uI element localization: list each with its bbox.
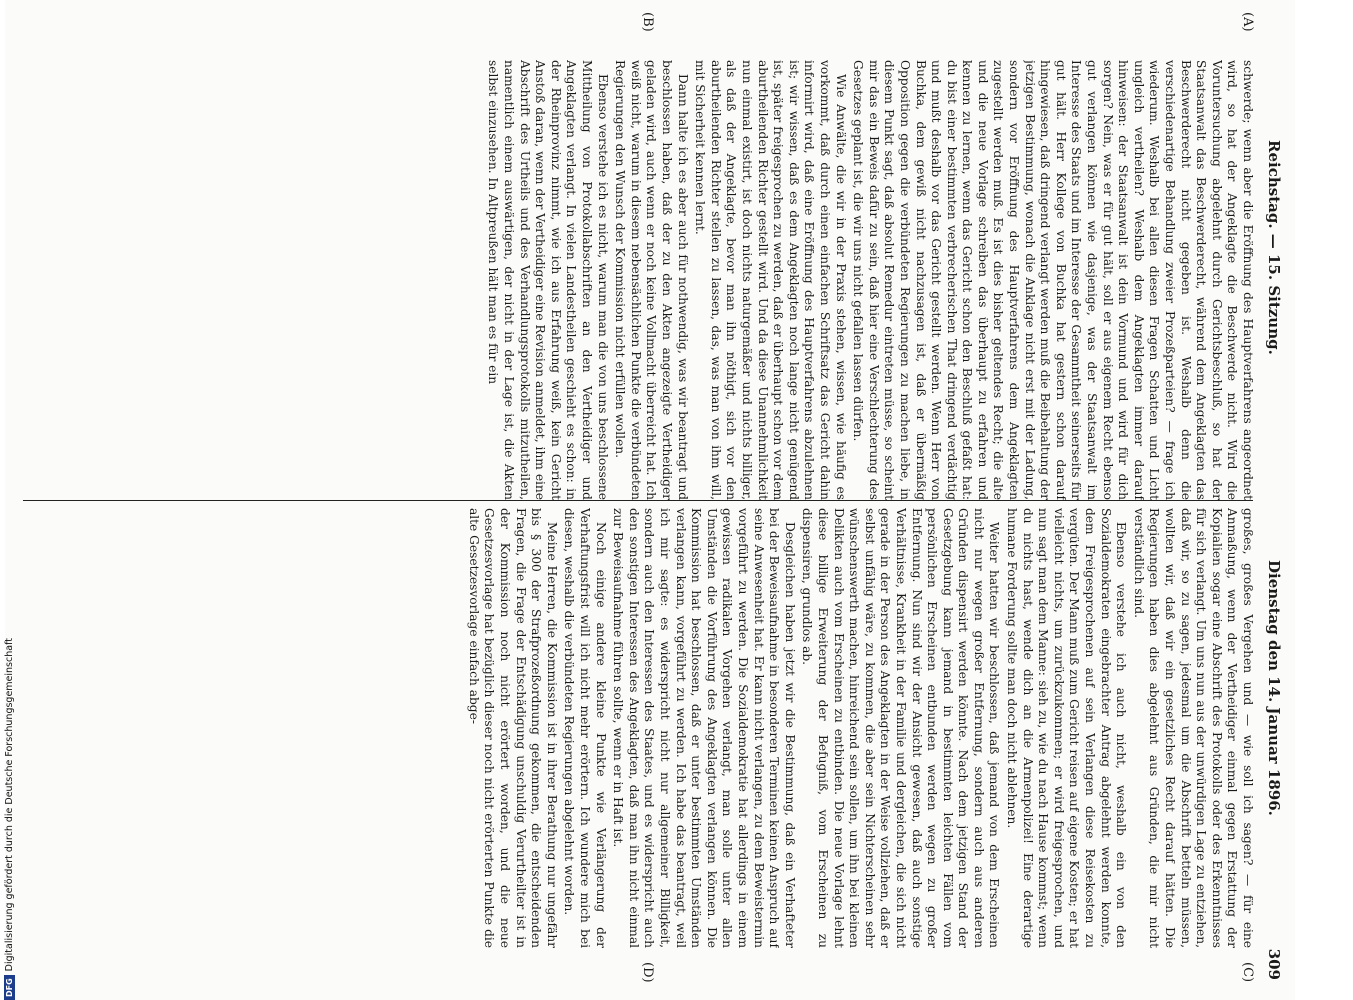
paragraph: großes, großes Vergehen und — wie soll ich sagen? — für eine Anmaßung, wenn der Vertheidiger einmal gegen Erstattung der Kopialien sogar eine Abschrift des Protokolls oder des Erkenntnisses für sich verlangt. Um uns nun aus der unwürdigen Lage zu entziehen, daß wir, so zu sagen, jedesmal um die Abschrift betteln müssen, wollten wir, daß wir ein gesetzliches Recht darauf hätten. Die Regierungen haben dies abgelehnt aus Gründen, die mir nicht verständlich sind. [1131, 508, 1255, 948]
scanned-page [5, 0, 1295, 1000]
page-header [1259, 20, 1287, 980]
paragraph: schwerde; wenn aber die Eröffnung des Hauptverfahrens angeordnet wird, so hat der Angeklagte die Beschwerde nicht. Wird die Voruntersuchung abgelehnt durch Gerichtsbeschluß, so hat der Staatsanwalt das Beschwerderecht, während dem Angeklagten das Beschwerderecht nicht gegeben ist. Weshalb denn die verschiedenartige Behandlung zweier Prozeßparteien? — frage ich wiederum. Weshalb bei allen diesen Fragen Schatten und Licht ungleich vertheilen? Weshalb dem Angeklagten immer darauf hinweisen: der Staatsanwalt ist dein Vormund und wird für dich sorgen? Nein, was er für gut hält, soll er aus eigenem Recht ebenso gut verlangen können wie dasjenige, was der Staatsanwalt im Interesse des Staats und im Interesse der Gesammtheit seinerseits für gut hält. Herr Kollege von Buchka hat gestern schon darauf hingewiesen, daß dringend verlangt werden muß die Beibehaltung der jetzigen Bestimmung, wonach die Anklage nicht erst mit der Ladung, sondern vor Eröffnung des Hauptverfahrens dem Angeklagten zugestellt werden muß. Es ist dies bisher geltendes Recht; die alte und die neue Vorlage schreiben das überhaupt zu erfahren und kennen zu lernen, wenn das Gericht schon den Beschluß gefaßt hat: du bist einer bestimmten verbrecherischen That dringend verdächtig und mußt deshalb vor das Gericht gestellt werden. Wenn Herr von Buchka, dem gewiß nicht nachzusagen ist, daß er übermäßig Opposition gegen die verbündeten Regierungen zu machen liebe, in diesem Punkt sagt, daß absolut Remedur eintreten müsse, so scheint mir das ein Beweis dafür zu sein, daß hier eine Verschlechterung des Gesetzes geplant ist, die wir uns nicht gefallen lassen dürfen. [851, 60, 1255, 500]
dfg-logo-icon: DFG [4, 975, 15, 1000]
paragraph: Ebenso verstehe ich es nicht, warum man die von uns beschlossene Mittheilung von Protokollabschriften an den Vertheidiger und Angeklagten verlangt. In vielen Landestheilen geschieht es schon: in der Rheinprovinz nimmt, wie ich aus Erfahrung weiß, kein Gericht Anstoß daran, wenn der Vertheidiger eine Revision anmeldet, ihm eine Abschrift des Urtheils und des Verhandlungsprotokolls mitzutheilen, namentlich einem auswärtigen, der nicht in der Lage ist, die Akten selbst einzusehen. In Altpreußen hält man es für ein [486, 60, 610, 500]
left-text-column [25, 60, 1255, 500]
page-number: 309 [1265, 948, 1283, 980]
paragraph: Dann halte ich es aber auch für nothwendig, was wir beantragt und beschlossen haben, daß der zu den Akten angezeigte Vertheidiger geladen wird, auch wenn er noch keine Vollmacht überreicht hat. Ich weiß nicht, warum in diesem nebensächlichen Punkte die verbündeten Regierungen den Wunsch der Kommission nicht erfüllen wollen. [613, 60, 690, 500]
margin-marker-a: (A) [1240, 12, 1255, 32]
digitization-credit [2, 638, 16, 1000]
credit-text: Digitalisierung gefördert durch die Deutsche Forschungsgemeinschaft [3, 638, 15, 972]
paragraph: Noch einige andere kleine Punkte wie Verlängerung der Verhaftungsfrist will ich nicht mehr erörtern. Ich wundere mich bei diesen, weshalb die verbündeten Regierungen abgelehnt worden. [562, 508, 608, 948]
margin-marker-b: (B) [640, 12, 655, 32]
paragraph: Meine Herren, die Kommission ist in ihrer Berathung nur ungefähr bis § 300 der Strafprozeßordnung gekommen, die entscheidenden Fragen, die Frage der Entschädigung unschuldig Verurtheilter ist in der Kommission noch nicht erörtert worden, und die neue Gesetzesvorlage hat bezüglich dieser noch nicht erörterten Punkte die alte Gesetzesvorlage einfach abge- [466, 508, 559, 948]
margin-marker-c: (C) [1240, 962, 1255, 983]
left-running-title: Reichstag. — 15. Sitzung. [1265, 140, 1283, 355]
paragraph: Wie Anwälte, die wir in der Praxis stehen, wissen, wie häufig es vorkommt, daß durch einen einfachen Schriftsatz das Gericht dahin informirt wird, daß eine Eröffnung des Hauptverfahrens abzulehnen ist; wir wissen, daß es dem Angeklagten noch lange nicht genügend ist, später freigesprochen zu werden, daß er überhaupt schon vor dem aburtheilenden Richter gestellt wird. Und da diese Unannehmlichkeit nun einmal existirt, ist doch nichts naturgemäßer und nichts billiger, als daß der Angeklagte, bevor man ihn nöthigt, sich vor den aburtheilenden Richter stellen zu lassen, das, was man von ihm will, mit Sicherheit kennen lernt. [693, 60, 848, 500]
paragraph: Ebenso verstehe ich auch nicht, weshalb ein von den Sozialdemokraten eingebrachter Antrag abgelehnt werden konnte, dem Freigesprochenen auf sein Verlangen diese Reisekosten zu vergüten. Der Mann muß zum Gericht reisen auf eigene Kosten; er hat vielleicht nichts, um zurückzukommen; er wird freigesprochen, und nun sagt man dem Manne: sieh zu, wie du nach Hause kommst; wenn du nichts hast, wende dich an die Armenpolizei! Eine derartige humane Forderung sollte man doch nicht ablehnen. [1005, 508, 1129, 948]
right-running-title: Dienstag den 14. Januar 1896. [1265, 560, 1283, 816]
paragraph: Weiter hatten wir beschlossen, daß jemand von dem Erscheinen nicht nur wegen großer Entfernung, sondern auch aus anderen Gründen dispensirt werden könnte. Nach dem jetzigen Stand der Gesetzgebung kann jemand in bestimmten leichten Fällen vom persönlichen Erscheinen entbunden werden wegen zu großer Entfernung. Nun sind wir der Ansicht gewesen, daß auch sonstige Verhältnisse, Krankheit in der Familie und dergleichen, die sich nicht gerade in der Person des Angeklagten in der Weise vollziehen, daß er selbst unfähig wäre, zu kommen, die aber sein Nichterscheinen sehr wünschenswerth machen, hinreichend sein sollen, um ihn bei kleinen Delikten auch vom Erscheinen zu entbinden. Die neue Vorlage lehnt diese billige Erweiterung der Befugniß, vom Erscheinen zu dispensiren, grundlos ab. [800, 508, 1002, 948]
margin-marker-d: (D) [640, 962, 655, 983]
right-text-column [25, 508, 1255, 948]
column-divider [23, 500, 1253, 501]
paragraph: Desgleichen haben jetzt wir die Bestimmung, daß ein Verhafteter bei der Beweisaufnahme in besonderen Terminen keinen Anspruch auf seine Anwesenheit hat. Er kann nicht verlangen, zu dem Beweistermin vorgeführt zu werden. Die Sozialdemokratie hat allerdings in einem gewissen radikalen Vorgehen verlangt, man solle unter allen Umständen die Vorführung des Angeklagten verlangen können. Die Kommission hat beschlossen, daß er unter bestimmten Umständen verlangen kann, vorgeführt zu werden. Ich habe das beantragt, weil ich mir sagte: es widerspricht nicht nur allgemeiner Billigkeit, sondern auch den Interessen des Staates, und es widerspricht auch den sonstigen Interessen des Angeklagten, daß man ihn nicht einmal zur Beweisaufnahme führen sollte, wenn er in Haft ist. [611, 508, 797, 948]
